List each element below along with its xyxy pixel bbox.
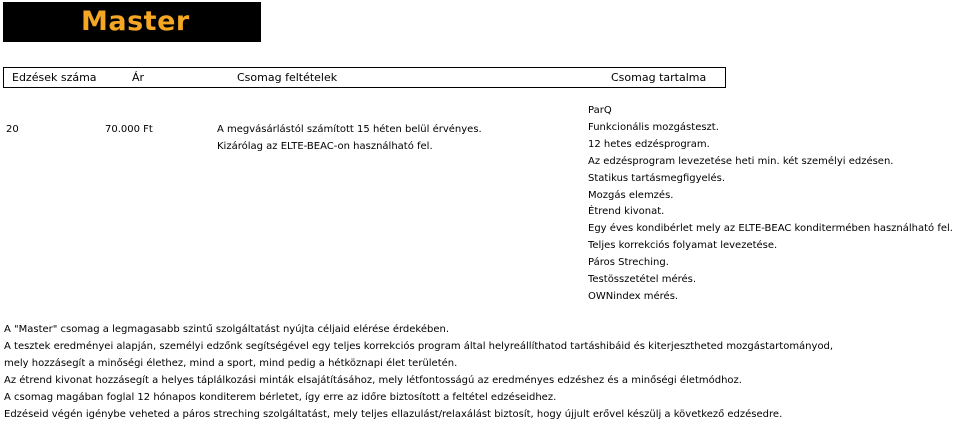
description-line: mely hozzásegít a minőségi élethez, mind a sport, mind pedig a hétköznapi élet területén.: [4, 357, 458, 369]
description-line: A "Master" csomag a legmagasabb szintű szolgáltatást nyújta céljaid elérése érdekében.: [4, 324, 450, 335]
header-contents: Csomag tartalma: [611, 71, 707, 84]
package-contents-list: [588, 103, 953, 306]
header-sessions: Edzések száma: [12, 71, 97, 84]
package-description: [4, 322, 833, 423]
description-line: A csomag magában foglal 12 hónapos konditerem bérletet, így erre az időre biztosított a feltétel edzéseidhez.: [4, 391, 557, 403]
list-item: ParQ: [588, 105, 612, 116]
package-condition-1: A megvásárlástól számított 15 héten belül érvényes.: [217, 124, 482, 135]
list-item: Páros Streching.: [588, 257, 669, 269]
table-header: [3, 67, 726, 88]
description-line: Az étrend kivonat hozzásegít a helyes táplálkozási minták elsajátításához, mely létfontosságú az eredményes edzéshez és a minőségi életmódhoz.: [4, 374, 742, 386]
list-item: Teljes korrekciós folyamat levezetése.: [588, 240, 778, 252]
list-item: Egy éves kondibérlet mely az ELTE-BEAC konditermében használható fel.: [588, 223, 953, 235]
header-conditions: Csomag feltételek: [237, 71, 338, 84]
list-item: Az edzésprogram levezetése heti min. két személyi edzésen.: [588, 155, 894, 167]
list-item: 12 hetes edzésprogram.: [588, 138, 710, 150]
header-price: Ár: [132, 71, 145, 84]
list-item: Étrend kivonat.: [588, 206, 665, 218]
list-item: Funkcionális mozgásteszt.: [588, 121, 719, 133]
description-line: Edzéseid végén igénybe veheted a páros streching szolgáltatást, mely teljes ellazulást/relaxálást biztosít, hogy újjult erővel készülj a következő edzésedre.: [4, 408, 783, 420]
package-price: 70.000 Ft: [105, 124, 153, 135]
list-item: Testösszetétel mérés.: [588, 274, 697, 286]
list-item: Statikus tartásmegfigyelés.: [588, 172, 726, 184]
page-title: Master: [81, 6, 190, 37]
list-item: OWNindex mérés.: [588, 290, 679, 302]
package-condition-2: Kizárólag az ELTE-BEAC-on használható fel.: [217, 141, 433, 152]
description-line: A tesztek eredményei alapján, személyi edzőnk segítségével egy teljes korrekciós program által helyreállíthatod tartáshibáid és kiterjesztheted mozgástartományod,: [4, 340, 834, 352]
title-banner: [3, 2, 261, 42]
package-sessions: 20: [6, 124, 19, 135]
list-item: Mozgás elemzés.: [588, 189, 674, 201]
